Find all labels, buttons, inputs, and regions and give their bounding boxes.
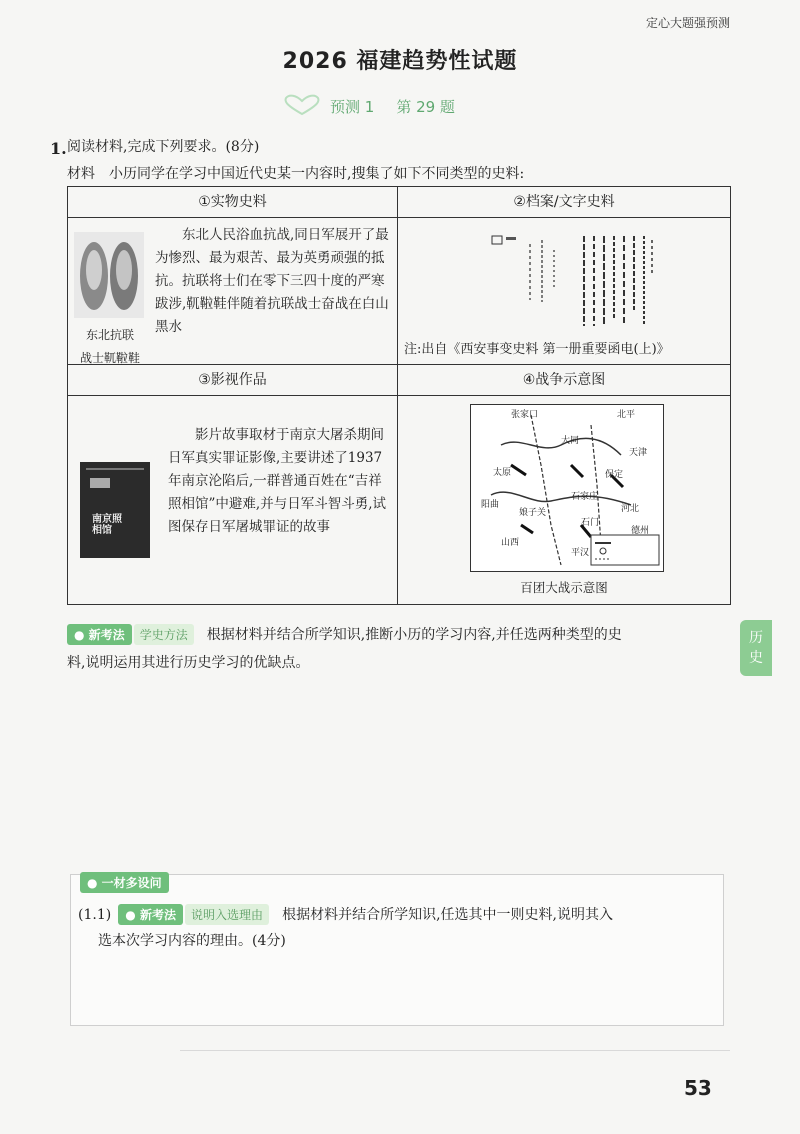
extension-text-2: 选本次学习内容的理由。(4分) [98, 933, 286, 949]
prediction-number: 预测 1 [330, 98, 375, 116]
map-label-0: 张家口 [511, 410, 539, 420]
page-title: 2026 福建趋势性试题 [282, 49, 518, 74]
poster-title: 南京照相馆 [92, 514, 122, 536]
extension-label-wrap [80, 872, 169, 893]
bulb-icon: ● [125, 908, 136, 922]
prediction-question: 第 29 题 [396, 98, 455, 116]
boots-caption-2: 战士靰鞡鞋 [79, 351, 140, 365]
page-number: 53 [684, 1076, 712, 1100]
cell-4-body [398, 396, 731, 605]
extension-label [80, 872, 169, 893]
bulb-icon: ● [74, 628, 85, 642]
bulb-icon: ● [87, 876, 98, 890]
subject-tab-line2: 史 [749, 650, 763, 666]
subject-tab [740, 620, 772, 676]
question-prompt: 阅读材料,完成下列要求。(8分) [67, 139, 260, 155]
new-method-tag-label: 新考法 [88, 628, 125, 642]
extension-text-1: 根据材料并结合所学知识,任选其中一则史料,说明其入 [282, 907, 613, 923]
extension-new-method-tag [118, 904, 183, 925]
material-line [67, 163, 524, 183]
cell-4-title: ④战争示意图 [522, 372, 606, 388]
cell-3-text: 影片故事取材于南京大屠杀期间日军真实罪证影像,主要讲述了1937年南京沦陷后,一群普通百姓在“吉祥照相馆”中避难,并与日军斗智斗勇,试图保存日军屠城罪证的故事 [168, 427, 386, 535]
boots-caption [68, 324, 152, 370]
extension-box [70, 874, 724, 1026]
cell-2-header [398, 187, 731, 218]
source-table [67, 186, 731, 605]
cell-1-text: 东北人民浴血抗战,同日军展开了最为惨烈、最为艰苦、最为英勇顽强的抵抗。抗联将士们在零下三四十度的严寒跋涉,靰鞡鞋伴随着抗联战士奋战在白山黑水 [155, 227, 389, 335]
map-label-2: 天津 [629, 448, 648, 458]
cell-3-title: ③影视作品 [198, 372, 267, 388]
map-label-13: 德州 [631, 526, 650, 536]
map-label-10: 山西 [501, 538, 520, 548]
extension-question [78, 904, 613, 925]
cell-2-title: ②档案/文字史料 [513, 194, 615, 210]
telegram-document [490, 230, 660, 330]
extension-label-text: 一材多设问 [101, 876, 162, 890]
map-caption: 百团大战示意图 [520, 580, 608, 595]
cell-1-body [68, 218, 398, 365]
cell-4-header [398, 365, 731, 396]
map-label-12: 平汉 [571, 548, 590, 558]
prediction-label [330, 96, 455, 117]
map-label-5: 阳曲 [481, 500, 500, 510]
cell-1-header [68, 187, 398, 218]
map-label-11: 河北 [621, 504, 640, 514]
boots-caption-1: 东北抗联 [85, 328, 134, 342]
film-poster [80, 462, 150, 558]
extension-number: (1.1) [78, 907, 112, 923]
method-subtag: 学史方法 [134, 624, 194, 645]
cell-3-body [68, 396, 398, 605]
map-label-1: 北平 [617, 410, 636, 420]
extension-tag-label: 新考法 [139, 908, 176, 922]
map-label-4: 石家庄 [571, 492, 599, 502]
task-text-2: 料,说明运用其进行历史学习的优缺点。 [67, 655, 310, 671]
map-label-9: 大同 [561, 436, 580, 446]
extension-subtag: 说明入选理由 [185, 904, 269, 925]
footer-divider [180, 1050, 730, 1051]
cell-1-title: ①实物史料 [198, 194, 267, 210]
material-text: 小历同学在学习中国近代史某一内容时,搜集了如下不同类型的史料: [109, 166, 525, 182]
telegram-note: 注:出自《西安事变史料 第一册重要函电(上)》 [404, 342, 670, 357]
map-label-3: 太原 [493, 468, 512, 478]
heart-icon [282, 94, 322, 120]
cell-2-body [398, 218, 731, 365]
question-number: 1. [50, 139, 67, 158]
subject-tab-line1: 历 [749, 630, 763, 646]
boots-photo [74, 232, 144, 318]
new-method-tag [67, 624, 132, 645]
task-text-1: 根据材料并结合所学知识,推断小历的学习内容,并任选两种类型的史 [206, 627, 622, 643]
task-tags [67, 624, 622, 645]
header-note: 定心大题强预测 [645, 16, 730, 30]
map-label-7: 保定 [605, 470, 624, 480]
map-label-8: 石门 [581, 518, 600, 528]
material-label: 材料 [67, 166, 95, 182]
battle-map [470, 404, 664, 572]
map-label-6: 娘子关 [519, 508, 547, 518]
